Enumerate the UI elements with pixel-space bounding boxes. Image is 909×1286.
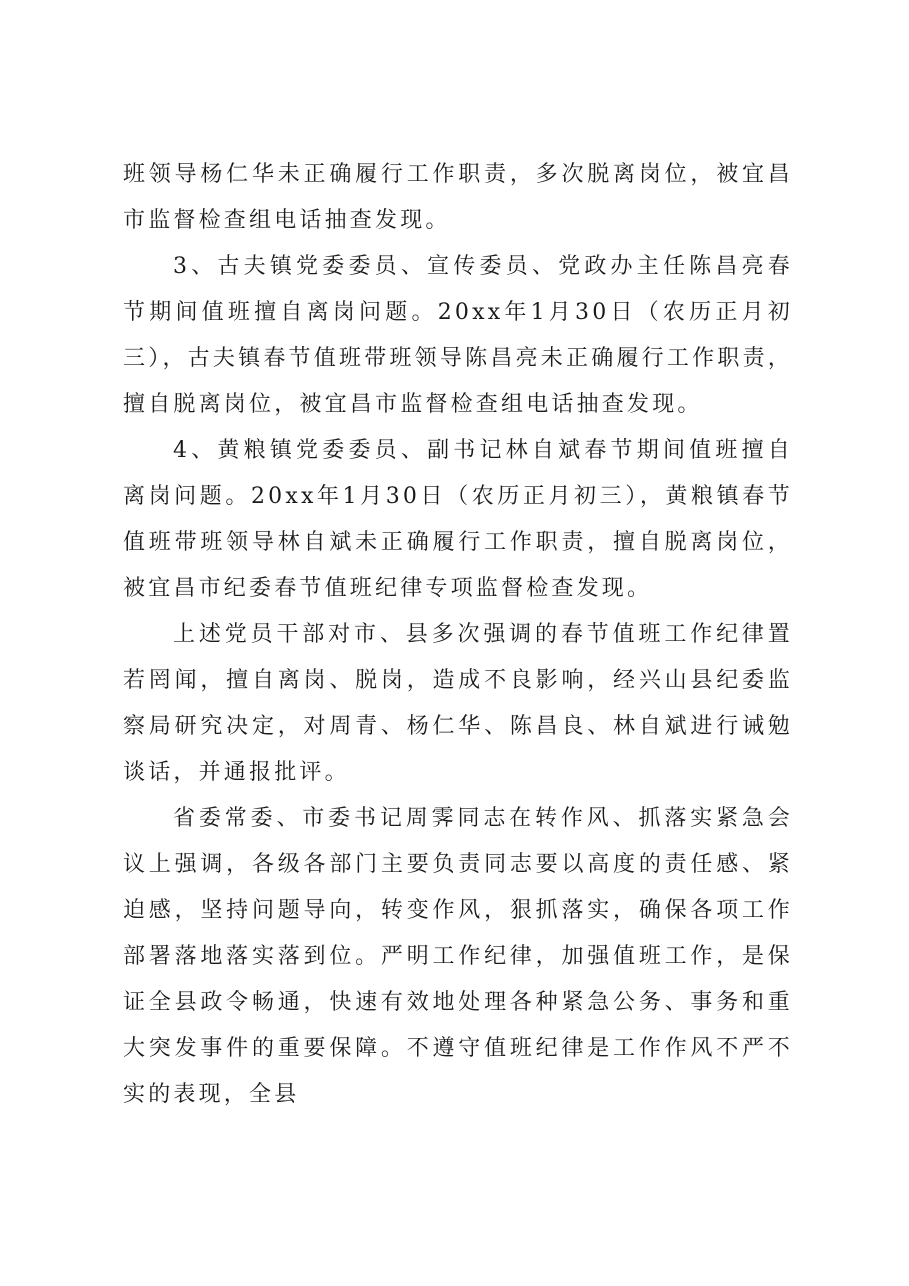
paragraph-decision: 上述党员干部对市、县多次强调的春节值班工作纪律置若罔闻，擅自离岗、脱岗，造成不良影响，经兴山县纪委监察局研究决定，对周青、杨仁华、陈昌良、林自斌进行诫勉谈话，并通报批评。 <box>123 622 793 785</box>
paragraph-item-3: 3、古夫镇党委委员、宣传委员、党政办主任陈昌亮春节期间值班擅自离岗问题。20xx年1月30日（农历正月初三），古夫镇春节值班带班领导陈昌亮未正确履行工作职责，擅自脱离岗位，被宜昌市监督检查组电话抽查发现。 <box>123 254 793 417</box>
paragraph-emphasis: 省委常委、市委书记周霁同志在转作风、抓落实紧急会议上强调，各级各部门主要负责同志要以高度的责任感、紧迫感，坚持问题导向，转变作风，狠抓落实，确保各项工作部署落地落实落到位。严明工作纪律，加强值班工作，是保证全县政令畅通，快速有效地处理各种紧急公务、事务和重大突发事件的重要保障。不遵守值班纪律是工作作风不严不实的表现，全县 <box>123 806 793 1107</box>
paragraph-item-4: 4、黄粮镇党委委员、副书记林自斌春节期间值班擅自离岗问题。20xx年1月30日（农历正月初三），黄粮镇春节值班带班领导林自斌未正确履行工作职责，擅自脱离岗位，被宜昌市纪委春节值班纪律专项监督检查发现。 <box>123 438 793 601</box>
paragraph-continuation: 班领导杨仁华未正确履行工作职责，多次脱离岗位，被宜昌市监督检查组电话抽查发现。 <box>123 162 793 233</box>
document-page <box>123 152 793 1118</box>
